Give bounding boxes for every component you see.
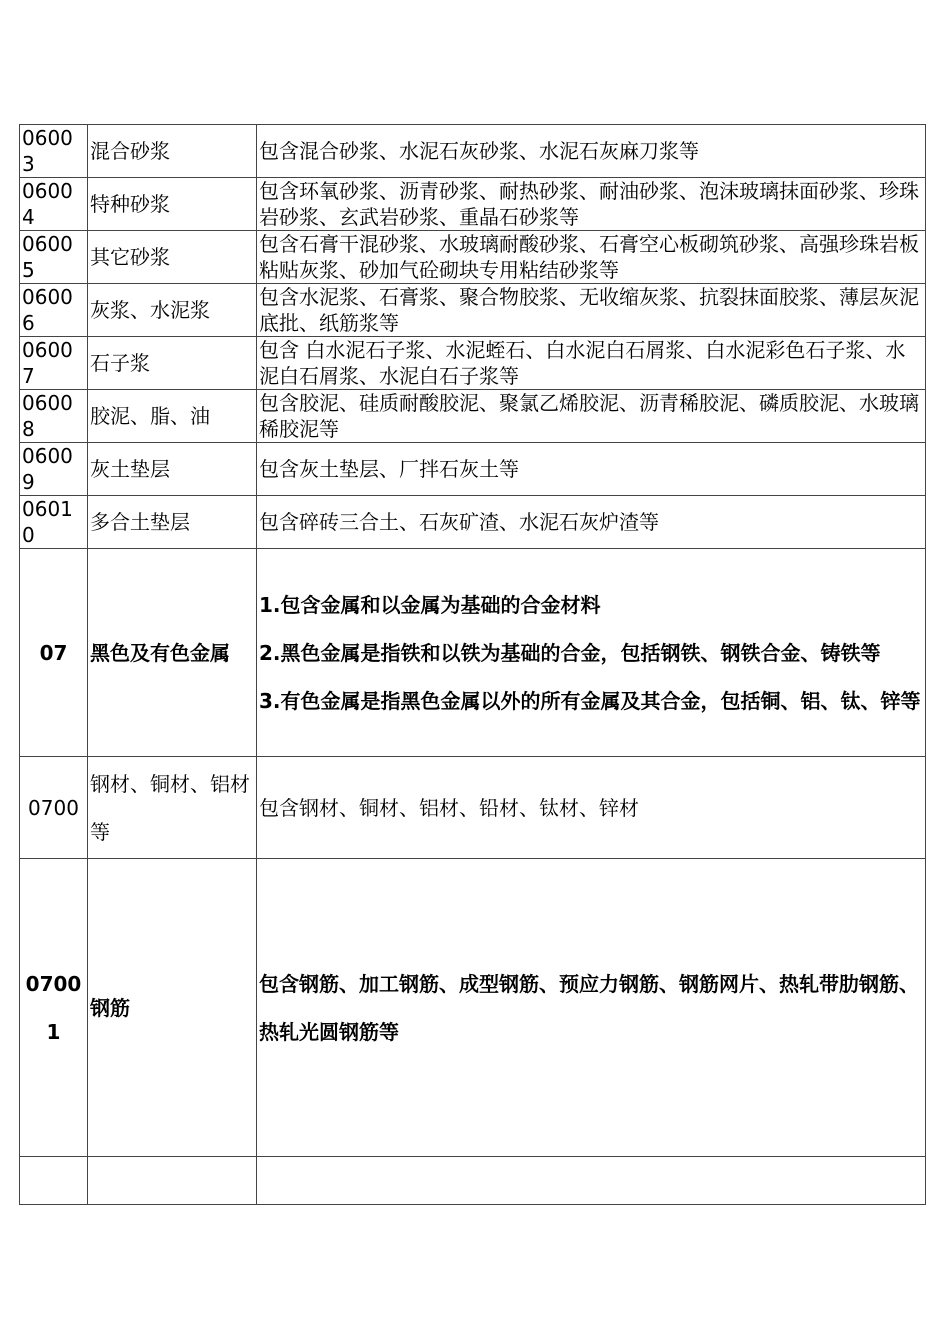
row-desc: 包含灰土垫层、厂拌石灰土等 — [257, 443, 926, 496]
row-code: 06003 — [20, 125, 88, 178]
row-desc: 包含 白水泥石子浆、水泥蛭石、白水泥白石屑浆、白水泥彩色石子浆、水泥白石屑浆、水泥白石子浆等 — [257, 337, 926, 390]
desc-line: 1.包含金属和以金属为基础的合金材料 — [259, 592, 601, 617]
row-desc-text: 包含钢筋、加工钢筋、成型钢筋、预应力钢筋、钢筋网片、热轧带肋钢筋、热轧光圆钢筋等 — [259, 971, 919, 1044]
row-name: 黑色及有色金属 — [88, 549, 257, 757]
row-code-text: 07001 — [25, 971, 82, 1044]
row-desc — [257, 859, 926, 1157]
table-row — [20, 231, 926, 284]
empty-cell — [88, 1157, 257, 1205]
row-name: 灰浆、水泥浆 — [88, 284, 257, 337]
row-desc: 包含环氧砂浆、沥青砂浆、耐热砂浆、耐油砂浆、泡沫玻璃抹面砂浆、珍珠岩砂浆、玄武岩砂浆、重晶石砂浆等 — [257, 178, 926, 231]
empty-cell — [257, 1157, 926, 1205]
row-name: 多合土垫层 — [88, 496, 257, 549]
row-name: 其它砂浆 — [88, 231, 257, 284]
row-name: 灰土垫层 — [88, 443, 257, 496]
row-code — [20, 859, 88, 1157]
desc-line: 3.有色金属是指黑色金属以外的所有金属及其合金，包括铜、铝、钛、锌等 — [259, 688, 921, 713]
desc-line: 2.黑色金属是指铁和以铁为基础的合金，包括钢铁、钢铁合金、铸铁等 — [259, 640, 881, 665]
table-row-0700 — [20, 757, 926, 859]
row-name-text: 钢材、铜材、铝材等 — [90, 771, 250, 844]
row-code: 06004 — [20, 178, 88, 231]
empty-cell — [20, 1157, 88, 1205]
table-row-07001 — [20, 859, 926, 1157]
row-code: 06005 — [20, 231, 88, 284]
row-code: 06009 — [20, 443, 88, 496]
row-desc: 包含石膏干混砂浆、水玻璃耐酸砂浆、石膏空心板砌筑砂浆、高强珍珠岩板粘贴灰浆、砂加气砼砌块专用粘结砂浆等 — [257, 231, 926, 284]
row-name: 特种砂浆 — [88, 178, 257, 231]
table-row — [20, 284, 926, 337]
table-row — [20, 337, 926, 390]
row-code: 06007 — [20, 337, 88, 390]
row-name: 混合砂浆 — [88, 125, 257, 178]
table-row — [20, 125, 926, 178]
table-row — [20, 496, 926, 549]
row-code: 0700 — [20, 757, 88, 859]
row-name: 钢筋 — [88, 859, 257, 1157]
row-desc — [257, 549, 926, 757]
row-name: 胶泥、脂、油 — [88, 390, 257, 443]
row-name: 石子浆 — [88, 337, 257, 390]
row-code: 07 — [20, 549, 88, 757]
table-row — [20, 390, 926, 443]
table-row — [20, 178, 926, 231]
row-desc: 包含钢材、铜材、铝材、铅材、钛材、锌材 — [257, 757, 926, 859]
material-classification-table — [19, 124, 926, 1205]
row-code: 06008 — [20, 390, 88, 443]
row-desc: 包含混合砂浆、水泥石灰砂浆、水泥石灰麻刀浆等 — [257, 125, 926, 178]
row-desc: 包含碎砖三合土、石灰矿渣、水泥石灰炉渣等 — [257, 496, 926, 549]
row-desc: 包含胶泥、硅质耐酸胶泥、聚氯乙烯胶泥、沥青稀胶泥、磷质胶泥、水玻璃稀胶泥等 — [257, 390, 926, 443]
row-code: 06010 — [20, 496, 88, 549]
row-name — [88, 757, 257, 859]
row-desc: 包含水泥浆、石膏浆、聚合物胶浆、无收缩灰浆、抗裂抹面胶浆、薄层灰泥底批、纸筋浆等 — [257, 284, 926, 337]
table-row-empty — [20, 1157, 926, 1205]
table-row — [20, 443, 926, 496]
table-row-category-07 — [20, 549, 926, 757]
row-code: 06006 — [20, 284, 88, 337]
